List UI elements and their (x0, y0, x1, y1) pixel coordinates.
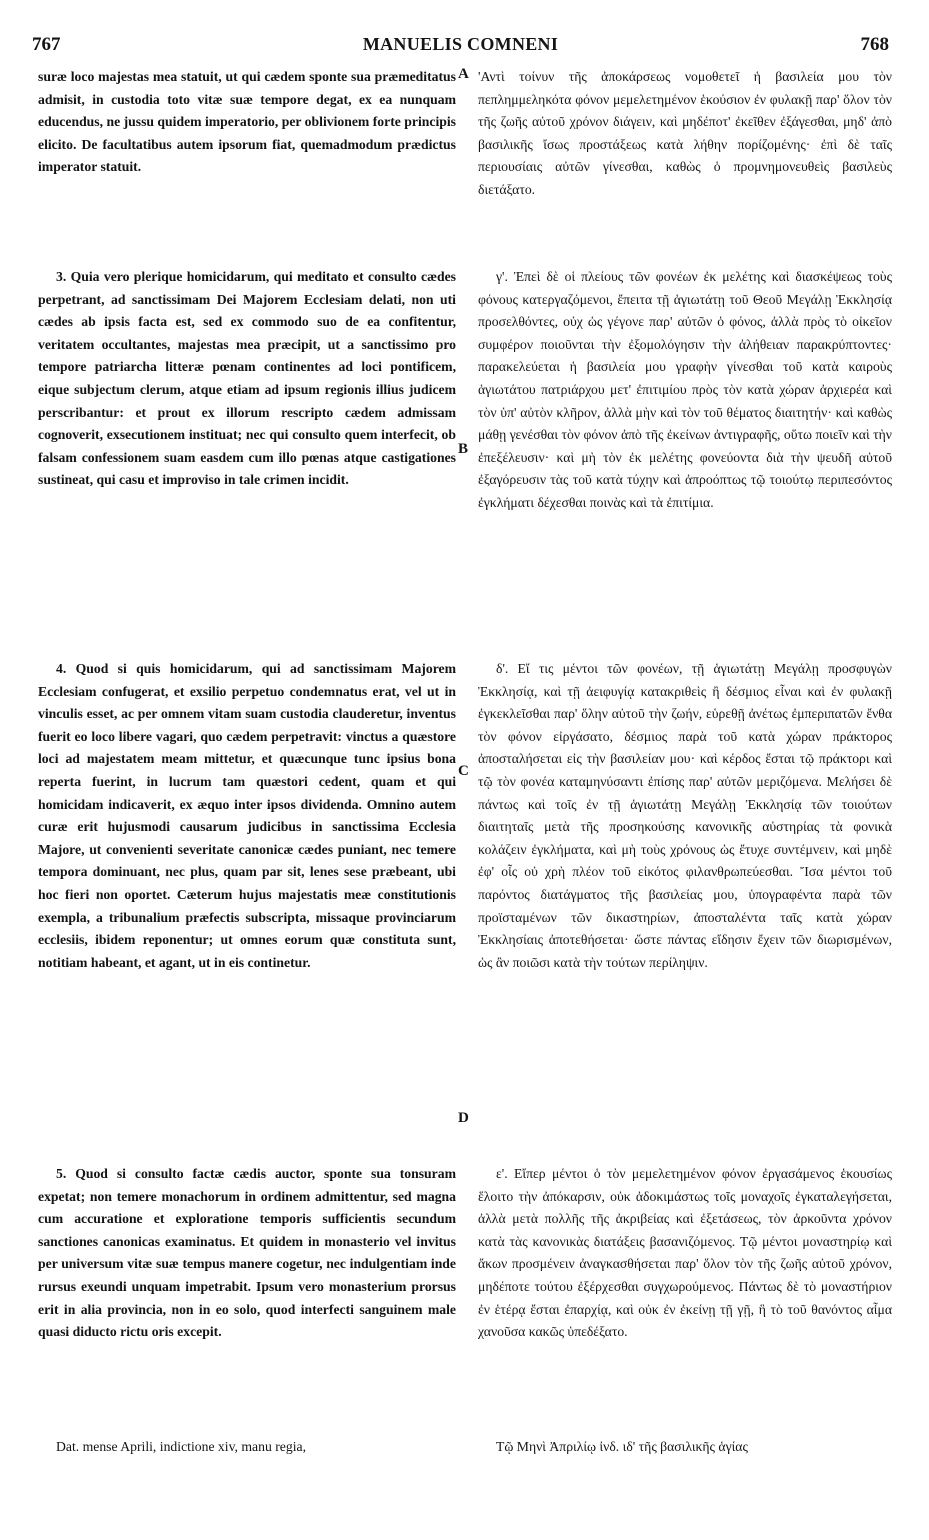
left-page-number: 767 (32, 34, 61, 55)
margin-marker-b: B (458, 441, 469, 457)
margin-marker-d: D (458, 1110, 469, 1126)
running-title: MANUELIS COMNENI (362, 34, 559, 54)
greek-paragraph-4: ε'. Εἴπερ μέντοι ὁ τὸν μεμελετημένον φόνον ἐργασάμενος ἑκουσίως ἕλοιτο τὴν ἀπόκαρσιν, οὐκ ἀδοκιμάστως τοῖς μοναχοῖς ἐγκαταλεγήσεται, ἀλλὰ μετὰ πολλῆς τῆς ἀκριβείας καὶ ἐξετάσεως, τὸν ἀρκοῦντα χρόνον κατὰ τὰς κανονικὰς διατάξεις βασανιζόμενος. Τῷ μέντοι μοναστηρίῳ καὶ ἄκων προσμένειν ἀναγκασθήσεται παρ' ὅλον τὸν τῆς ζωῆς αὐτοῦ χρόνον, μηδέποτε τούτου ἐξέρχεσθαι συγχωρούμενος. Πάντως δὲ τὸ μοναστήριον ἐν ἑτέρᾳ ἔσται ἐπαρχίᾳ, καὶ οὐκ ἐν ἐκείνῃ τῇ γῇ, ἣ τὸ τοῦ θανόντος αἷμα χανοῦσα κακῶς ὑπεδέξατο. (478, 1166, 892, 1340)
margin-marker-a: A (458, 66, 469, 82)
latin-paragraph-4: 5. Quod si consulto factæ cædis auctor, sponte sua tonsuram expetat; non temere monachorum in ordinem admittentur, sed magna cum accuratione et exploratione temporis sufficientis secundum sanctiones canonicas examinatus. Et quidem in monasterio vel invitus per universum vitæ suæ tempus manere cogetur, nec indulgentiam inde rursus exeundi unquam impetrabit. Ipsum vero monasterium prorsus erit in alia provincia, non in eo solo, quod interfecti sanguinem male quasi diducto rictu oris excepit. (38, 1166, 456, 1340)
greek-paragraph-2: γ'. Ἐπεὶ δὲ οἱ πλείους τῶν φονέων ἐκ μελέτης καὶ διασκέψεως τοὺς φόνους κατεργαζόμενοι, ἔπειτα τῇ ἁγιωτάτῃ τοῦ Θεοῦ Μεγάλῃ Ἐκκλησίᾳ προσελθόντες, οὐχ ὡς γέγονε παρ' αὐτῶν ὁ φόνος, ἀλλὰ πρὸς τὸ οἰκεῖον συμφέρον ποιοῦνται τὴν ἐξομολόγησιν τὴν ἀλήθειαν παρακρύπτοντες· παρακελεύεται ἡ βασιλεία μου γραφὴν γίνεσθαι τοῦ κατὰ καιροὺς ἁγιωτάτου πατριάρχου μετ' ἐπιτιμίου πρὸς τὸν κατὰ χώραν ἀρχιερέα καὶ τὸν ὑπ' αὐτὸν κλῆρον, ἀλλὰ μὴν καὶ τὸν τοῦ θέματος διαιτητήν· καὶ καθὼς μάθῃ γενέσθαι τὸν φόνον ἀπὸ τῆς ἐκείνων ἀντιγραφῆς, οὕτω ποιεῖν καὶ τὴν ἐπεξέλευσιν· καὶ μὴ τὸν ἐκ μελέτης φονεύοντα διὰ τὴν ψευδῆ αὐτοῦ ἐξαγόρευσιν τὰς τοῦ κατὰ τύχην καὶ ἀπροόπτως τῷ τοιούτῳ περιπεσόντος ἐγκλήματι δέχεσθαι ποινὰς καὶ τὰ ἐπιτίμια. (478, 269, 892, 510)
latin-paragraph-1: suræ loco majestas mea statuit, ut qui cædem sponte sua præmeditatus admisit, in custodia toto vitæ suæ tempore degat, ex ea nunquam educendus, ne jussu quidem imperatorio, per oblivionem forte principis elicito. De facultatibus autem ipsorum fiat, quemadmodum prædictus imperator statuit. (38, 69, 456, 175)
greek-dating-line: Τῷ Μηνὶ Ἀπριλίῳ ἰνδ. ιδ' τῆς βασιλικῆς ἁγίας (496, 1439, 748, 1454)
greek-paragraph-1: 'Αντὶ τοίνυν τῆς ἀποκάρσεως νομοθετεῖ ἡ βασιλεία μου τὸν πεπλημμεληκότα φόνον μεμελετημένον ἑκούσιον ἐν φυλακῇ παρ' ὅλον τὸν τῆς ζωῆς αὐτοῦ χρόνον διάγειν, καὶ μηδέποτ' ἐκεῖθεν ἐξάγεσθαι, μηδ' ἀπὸ βασιλικῆς ἴσως προστάξεως κατὰ λήθην πορίζομένης· ἐπὶ δὲ ταῖς περιουσίαις αὐτῶν γίνεσθαι, καθὼς ὁ προμνημονευθεὶς βασιλεὺς διετάξατο. (478, 69, 892, 197)
page-header (32, 34, 889, 60)
right-page-number: 768 (860, 34, 889, 55)
latin-paragraph-2: 3. Quia vero plerique homicidarum, qui meditato et consulto cædes perpetrant, ad sanctissimam Dei Majorem Ecclesiam delati, non uti cædes ab ipsis facta est, sed ex commodo suo de ea confitentur, veritatem occultantes, majestas mea præcipit, ut a sanctissimo pro tempore patriarcha litteræ pœnam continentes ad loci pontificem, eique subjectum clerum, atque etiam ad ipsum regionis illius judicem perscribantur: et prout ex illorum rescripto cædem admissam cognoverit, exsecutionem instituat; nec qui consulto quem interfecit, ob falsam confessionem suam easdem cum illo pœnas atque castigationes sustineat, qui casu et improviso in tale crimen incidit. (38, 269, 456, 488)
greek-paragraph-3: δ'. Εἴ τις μέντοι τῶν φονέων, τῇ ἁγιωτάτῃ Μεγάλῃ προσφυγὼν Ἐκκλησίᾳ, καὶ τῇ ἀειφυγίᾳ κατακριθεὶς ἢ δέσμιος εἶναι καὶ ἐν φυλακῇ ἐγκεκλεῖσθαι παρ' ὅλην αὐτοῦ τὴν ζωήν, εὑρεθῇ ἀνέτως ἐμπεριπατῶν ἔνθα τὸν φόνον εἰργάσατο, δέσμιος παρὰ τοῦ κατὰ χώραν πράκτορος ἀποσταλήσεται εἰς τὴν βασιλείαν μου· καὶ κέρδος ἔσται τῷ πράκτορι καὶ τῷ τὸν φονέα καταμηνύσαντι ἐπίσης παρ' αὐτῶν μεριζόμενα. Μελήσει δὲ πάντως καὶ τοῖς ἐν τῇ ἁγιωτάτῃ Μεγάλῃ Ἐκκλησίᾳ τῶν τοιούτων διαιτηταῖς μετὰ τῆς προσηκούσης κανονικῆς αὐστηρίας τὰ φονικὰ κολάζειν ἐγκλήματα, καὶ μὴ τοὺς χρόνους ὡς ἔτυχε συντέμνειν, καὶ μηδὲ ἐφ' οἷς οὐ χρὴ πλέον τοῦ εἰκότος φιλανθρωπεύεσθαι. Ἴσα μέντοι τοῦ παρόντος διατάγματος τῆς βασιλείας μου, ὑπογραφέντα παρὰ τῶν προϊσταμένων τῶν δικαστηρίων, ἀποσταλέντα ταῖς κατὰ χώραν Ἐκκλησίαις ἀποτεθήσεται· ὥστε πάντας εἴδησιν ἔχειν τῶν διωρισμένων, ὡς ἂν ποιῶσι κατὰ τὴν τούτων περίληψιν. (478, 661, 892, 970)
latin-dating-line: Dat. mense Aprili, indictione xiv, manu regia, (56, 1439, 306, 1454)
margin-marker-c: C (458, 763, 469, 779)
latin-paragraph-3: 4. Quod si quis homicidarum, qui ad sanctissimam Majorem Ecclesiam confugerat, et exsilio perpetuo condemnatus erat, vel ut in vinculis esset, ac per omnem vitam suam custodia clauderetur, inventus fuerit eo loco libere vagari, quo cædem perpetravit: vinctus a quæstore loci ad majestatem meam mittetur, et quæcunque tunc ipsius bona reperta fuerint, in lucrum tam quæstori cedent, quam et qui homicidam indicaverit, ex æquo inter ipsos dividenda. Omnino autem curæ erit hujusmodi causarum judicibus in sanctissima Ecclesia Majore, ut convenienti severitate canonicæ cædes puniant, nec temere tempora dominuant, nec plus, quam par sit, lenes sese præbeant, ubi hoc fieri non oportet. Cæterum hujus majestatis meæ constitutionis exempla, a tribunalium præfectis subscripta, missaque provinciarum ecclesiis, ibidem reponentur; ut omnes eorum quæ constituta sunt, notitiam habeant, et agant, ut in eis continetur. (38, 661, 456, 970)
